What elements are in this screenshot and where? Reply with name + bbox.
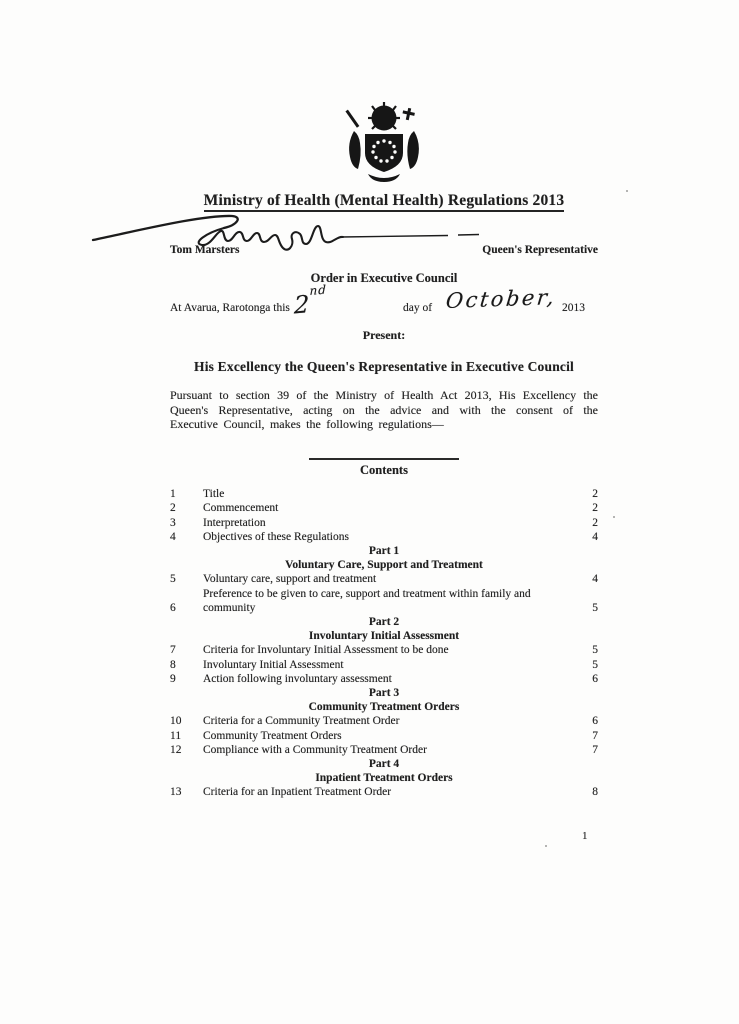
toc-item-page: 4 — [592, 573, 598, 586]
toc-item-title: Compliance with a Community Treatment Order — [203, 743, 427, 756]
date-year: 2013 — [562, 302, 585, 314]
toc-item — [170, 729, 598, 743]
toc-item-page: 4 — [592, 530, 598, 543]
toc-item-number: 11 — [170, 729, 182, 742]
toc-item-number: 3 — [170, 516, 176, 529]
toc-item — [170, 487, 598, 501]
toc-item-title: Commencement — [203, 502, 279, 515]
toc-item-title: Criteria for an Inpatient Treatment Order — [203, 786, 392, 799]
toc-item-title: Voluntary care, support and treatment — [203, 573, 377, 586]
toc-part-number: Part 1 — [368, 544, 400, 557]
toc-item — [170, 714, 598, 728]
toc-part-number: Part 2 — [368, 615, 400, 628]
toc-item-number: 2 — [170, 502, 176, 515]
document-body — [170, 0, 598, 800]
signature-block — [170, 210, 598, 256]
scan-speck — [545, 845, 547, 847]
contents-divider — [309, 458, 459, 460]
toc-item-number: 12 — [170, 743, 182, 756]
toc-item-page: 8 — [592, 786, 598, 799]
toc-item-number: 8 — [170, 658, 176, 671]
toc-item-page: 2 — [592, 502, 598, 515]
date-place-text: At Avarua, Rarotonga this — [170, 302, 290, 314]
toc-item-page: 5 — [592, 644, 598, 657]
toc-item-title: Interpretation — [203, 516, 266, 529]
toc-item — [170, 743, 598, 757]
toc-item-page: 6 — [592, 672, 598, 685]
document-title: Ministry of Health (Mental Health) Regulations 2013 — [170, 192, 598, 210]
toc-item-number: 10 — [170, 715, 182, 728]
toc-item-page: 2 — [592, 488, 598, 501]
toc-item-number: 4 — [170, 530, 176, 543]
date-connector-text: day of — [403, 302, 433, 314]
toc-item-number: 5 — [170, 573, 176, 586]
toc-item-title: Title — [203, 488, 225, 501]
toc-part-heading: Voluntary Care, Support and Treatment — [285, 559, 483, 572]
present-label: Present: — [362, 328, 406, 342]
toc-item — [170, 672, 598, 686]
toc-item-number: 13 — [170, 786, 182, 799]
toc-item — [170, 530, 598, 544]
toc-part-heading: Involuntary Initial Assessment — [308, 630, 460, 643]
toc-item-page: 5 — [592, 658, 598, 671]
toc-item — [170, 643, 598, 657]
toc-item-title: Preference to be given to care, support and treatment within family and community — [203, 587, 531, 614]
toc-item-page: 7 — [592, 729, 598, 742]
handwritten-month: October, — [444, 285, 558, 313]
toc-item-number: 1 — [170, 488, 176, 501]
toc-item-title: Objectives of these Regulations — [203, 530, 349, 543]
toc-item-number: 9 — [170, 672, 176, 685]
toc-item-number: 7 — [170, 644, 176, 657]
toc-item — [170, 572, 598, 586]
toc-item-page: 7 — [592, 743, 598, 756]
toc-item-page: 5 — [592, 601, 598, 614]
cook-islands-coat-of-arms-icon — [338, 101, 430, 185]
toc-item — [170, 516, 598, 530]
toc-item-title: Community Treatment Orders — [203, 729, 342, 742]
toc-item — [170, 587, 598, 615]
toc-item-title: Criteria for a Community Treatment Order — [203, 715, 400, 728]
contents-heading: Contents — [360, 463, 408, 478]
order-heading: Order in Executive Council — [310, 271, 458, 285]
toc-item-page: 6 — [592, 715, 598, 728]
council-heading: His Excellency the Queen's Representative in Executive Council — [194, 359, 574, 374]
toc-part-number: Part 4 — [368, 757, 400, 770]
toc-item-page: 2 — [592, 516, 598, 529]
toc-item — [170, 501, 598, 515]
contents-list — [170, 487, 598, 799]
toc-part-heading: Community Treatment Orders — [308, 701, 460, 714]
scan-speck — [626, 190, 628, 192]
scan-speck — [613, 516, 615, 518]
toc-item-number: 6 — [170, 601, 176, 614]
toc-item — [170, 785, 598, 799]
pursuant-paragraph: Pursuant to section 39 of the Ministry of Health Act 2013, His Excellency the Queen's Representative, acting on the advice and with the consent of the Executive Council, makes the following regulations— — [170, 388, 598, 432]
toc-item-title: Criteria for Involuntary Initial Assessment to be done — [203, 644, 449, 657]
toc-item-title: Action following involuntary assessment — [203, 672, 392, 685]
toc-part-number: Part 3 — [368, 686, 400, 699]
toc-part-heading: Inpatient Treatment Orders — [315, 772, 453, 785]
toc-item-title: Involuntary Initial Assessment — [203, 658, 344, 671]
handwritten-day: 2nd — [293, 282, 327, 320]
page-number: 1 — [582, 830, 588, 842]
date-line — [170, 282, 598, 326]
signatory-role: Queen's Representative — [482, 244, 598, 256]
signatory-name: Tom Marsters — [170, 244, 240, 256]
toc-item — [170, 658, 598, 672]
